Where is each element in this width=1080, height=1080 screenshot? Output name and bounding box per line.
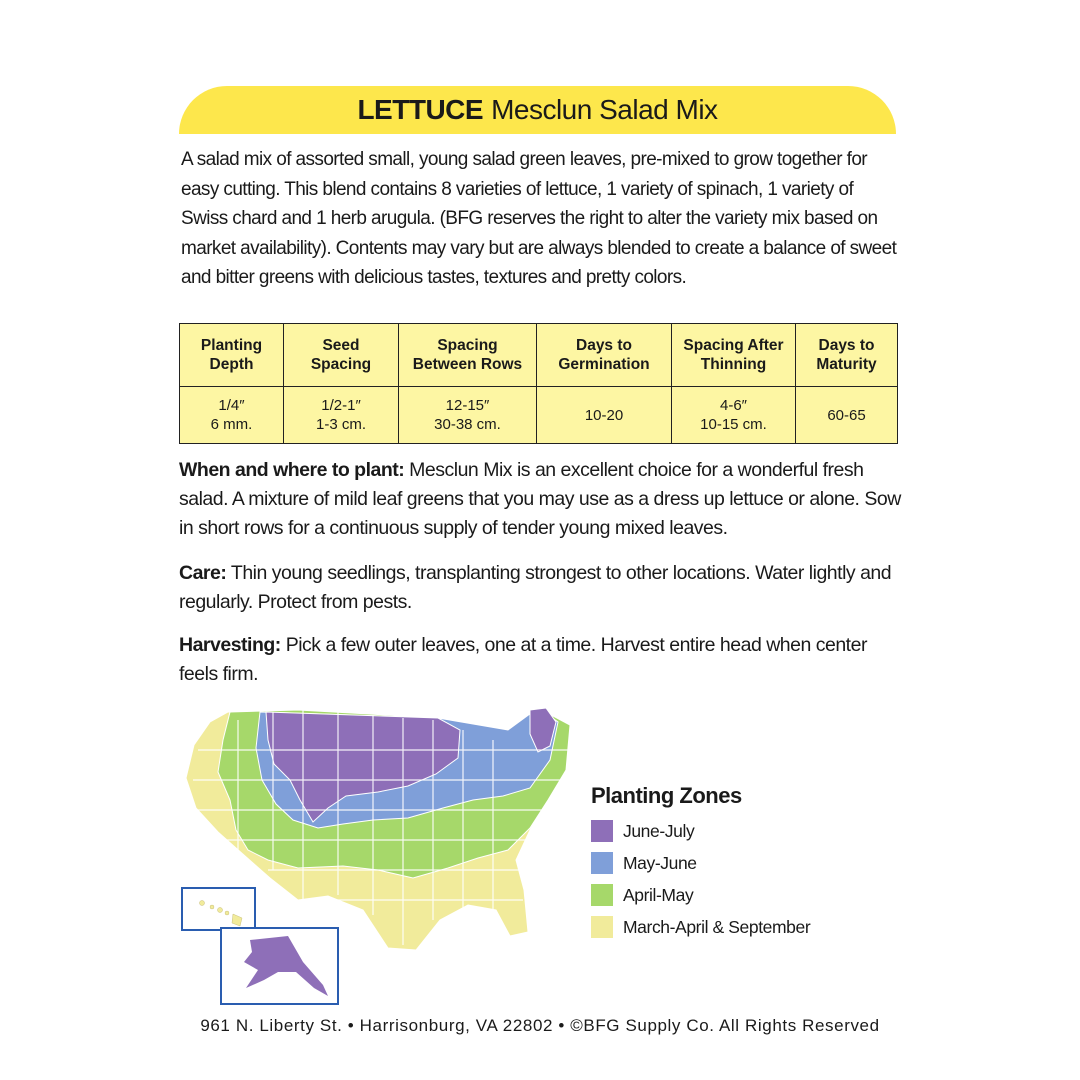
value-days-to-germination: 10-20: [537, 387, 672, 444]
planting-specs-table: [179, 323, 898, 444]
header-planting-depth: Planting Depth: [180, 324, 284, 387]
swatch-june-july: [591, 820, 613, 842]
harvesting-paragraph: [179, 631, 909, 689]
legend-item: [591, 847, 810, 879]
intro-text: A salad mix of assorted small, young salad green leaves, pre-mixed to grow together for easy cutting. This blend contains 8 varieties of lettuce, 1 variety of spinach, 1 variety of Swiss chard and 1 herb arugula. (BFG reserves the right to alter the variety mix based on market availability). Contents may vary but are always blended to create a balance of sweet and bitter greens with delicious tastes, textures and pretty colors.: [181, 149, 897, 288]
planting-zones-map: [178, 700, 598, 1010]
value-days-to-maturity: 60-65: [796, 387, 898, 444]
footer-address: 961 N. Liberty St. • Harrisonburg, VA 22802 • ©BFG Supply Co. All Rights Reserved: [200, 1016, 880, 1035]
title-banner: [179, 86, 896, 134]
when-where-paragraph: [179, 456, 909, 543]
swatch-may-june: [591, 852, 613, 874]
table-header-row: [180, 324, 898, 387]
when-where-label: When and where to plant:: [179, 459, 405, 481]
care-label: Care:: [179, 562, 227, 584]
care-text: Thin young seedlings, transplanting strongest to other locations. Water lightly and regularly. Protect from pests.: [179, 562, 892, 613]
harvesting-text: Pick a few outer leaves, one at a time. Harvest entire head when center feels firm.: [179, 634, 867, 685]
care-paragraph: [179, 559, 909, 617]
header-seed-spacing: Seed Spacing: [284, 324, 399, 387]
header-days-to-maturity: Days to Maturity: [796, 324, 898, 387]
legend-label: June-July: [623, 820, 695, 841]
legend-item: [591, 911, 810, 943]
when-where-text: Mesclun Mix is an excellent choice for a wonderful fresh salad. A mixture of mild leaf greens that you may use as a dress up lettuce or alone. Sow in short rows for a continuous supply of tender young mixed leaves.: [179, 459, 901, 539]
legend-item: [591, 879, 810, 911]
legend-label: May-June: [623, 852, 697, 873]
planting-zones-legend: [591, 783, 810, 943]
swatch-april-may: [591, 884, 613, 906]
value-spacing-between-rows: 12-15″ 30-38 cm.: [399, 387, 537, 444]
header-days-to-germination: Days to Germination: [537, 324, 672, 387]
title-rest: Mesclun Salad Mix: [491, 94, 718, 125]
legend-label: April-May: [623, 884, 694, 905]
value-planting-depth: 1/4″ 6 mm.: [180, 387, 284, 444]
value-seed-spacing: 1/2-1″ 1-3 cm.: [284, 387, 399, 444]
table-value-row: [180, 387, 898, 444]
harvesting-label: Harvesting:: [179, 634, 281, 656]
header-spacing-between-rows: Spacing Between Rows: [399, 324, 537, 387]
legend-title: Planting Zones: [591, 783, 742, 808]
swatch-march-april-september: [591, 916, 613, 938]
legend-item: [591, 815, 810, 847]
header-spacing-after-thinning: Spacing After Thinning: [672, 324, 796, 387]
title-bold: LETTUCE: [357, 94, 484, 125]
legend-label: March-April & September: [623, 916, 811, 937]
value-spacing-after-thinning: 4-6″ 10-15 cm.: [672, 387, 796, 444]
